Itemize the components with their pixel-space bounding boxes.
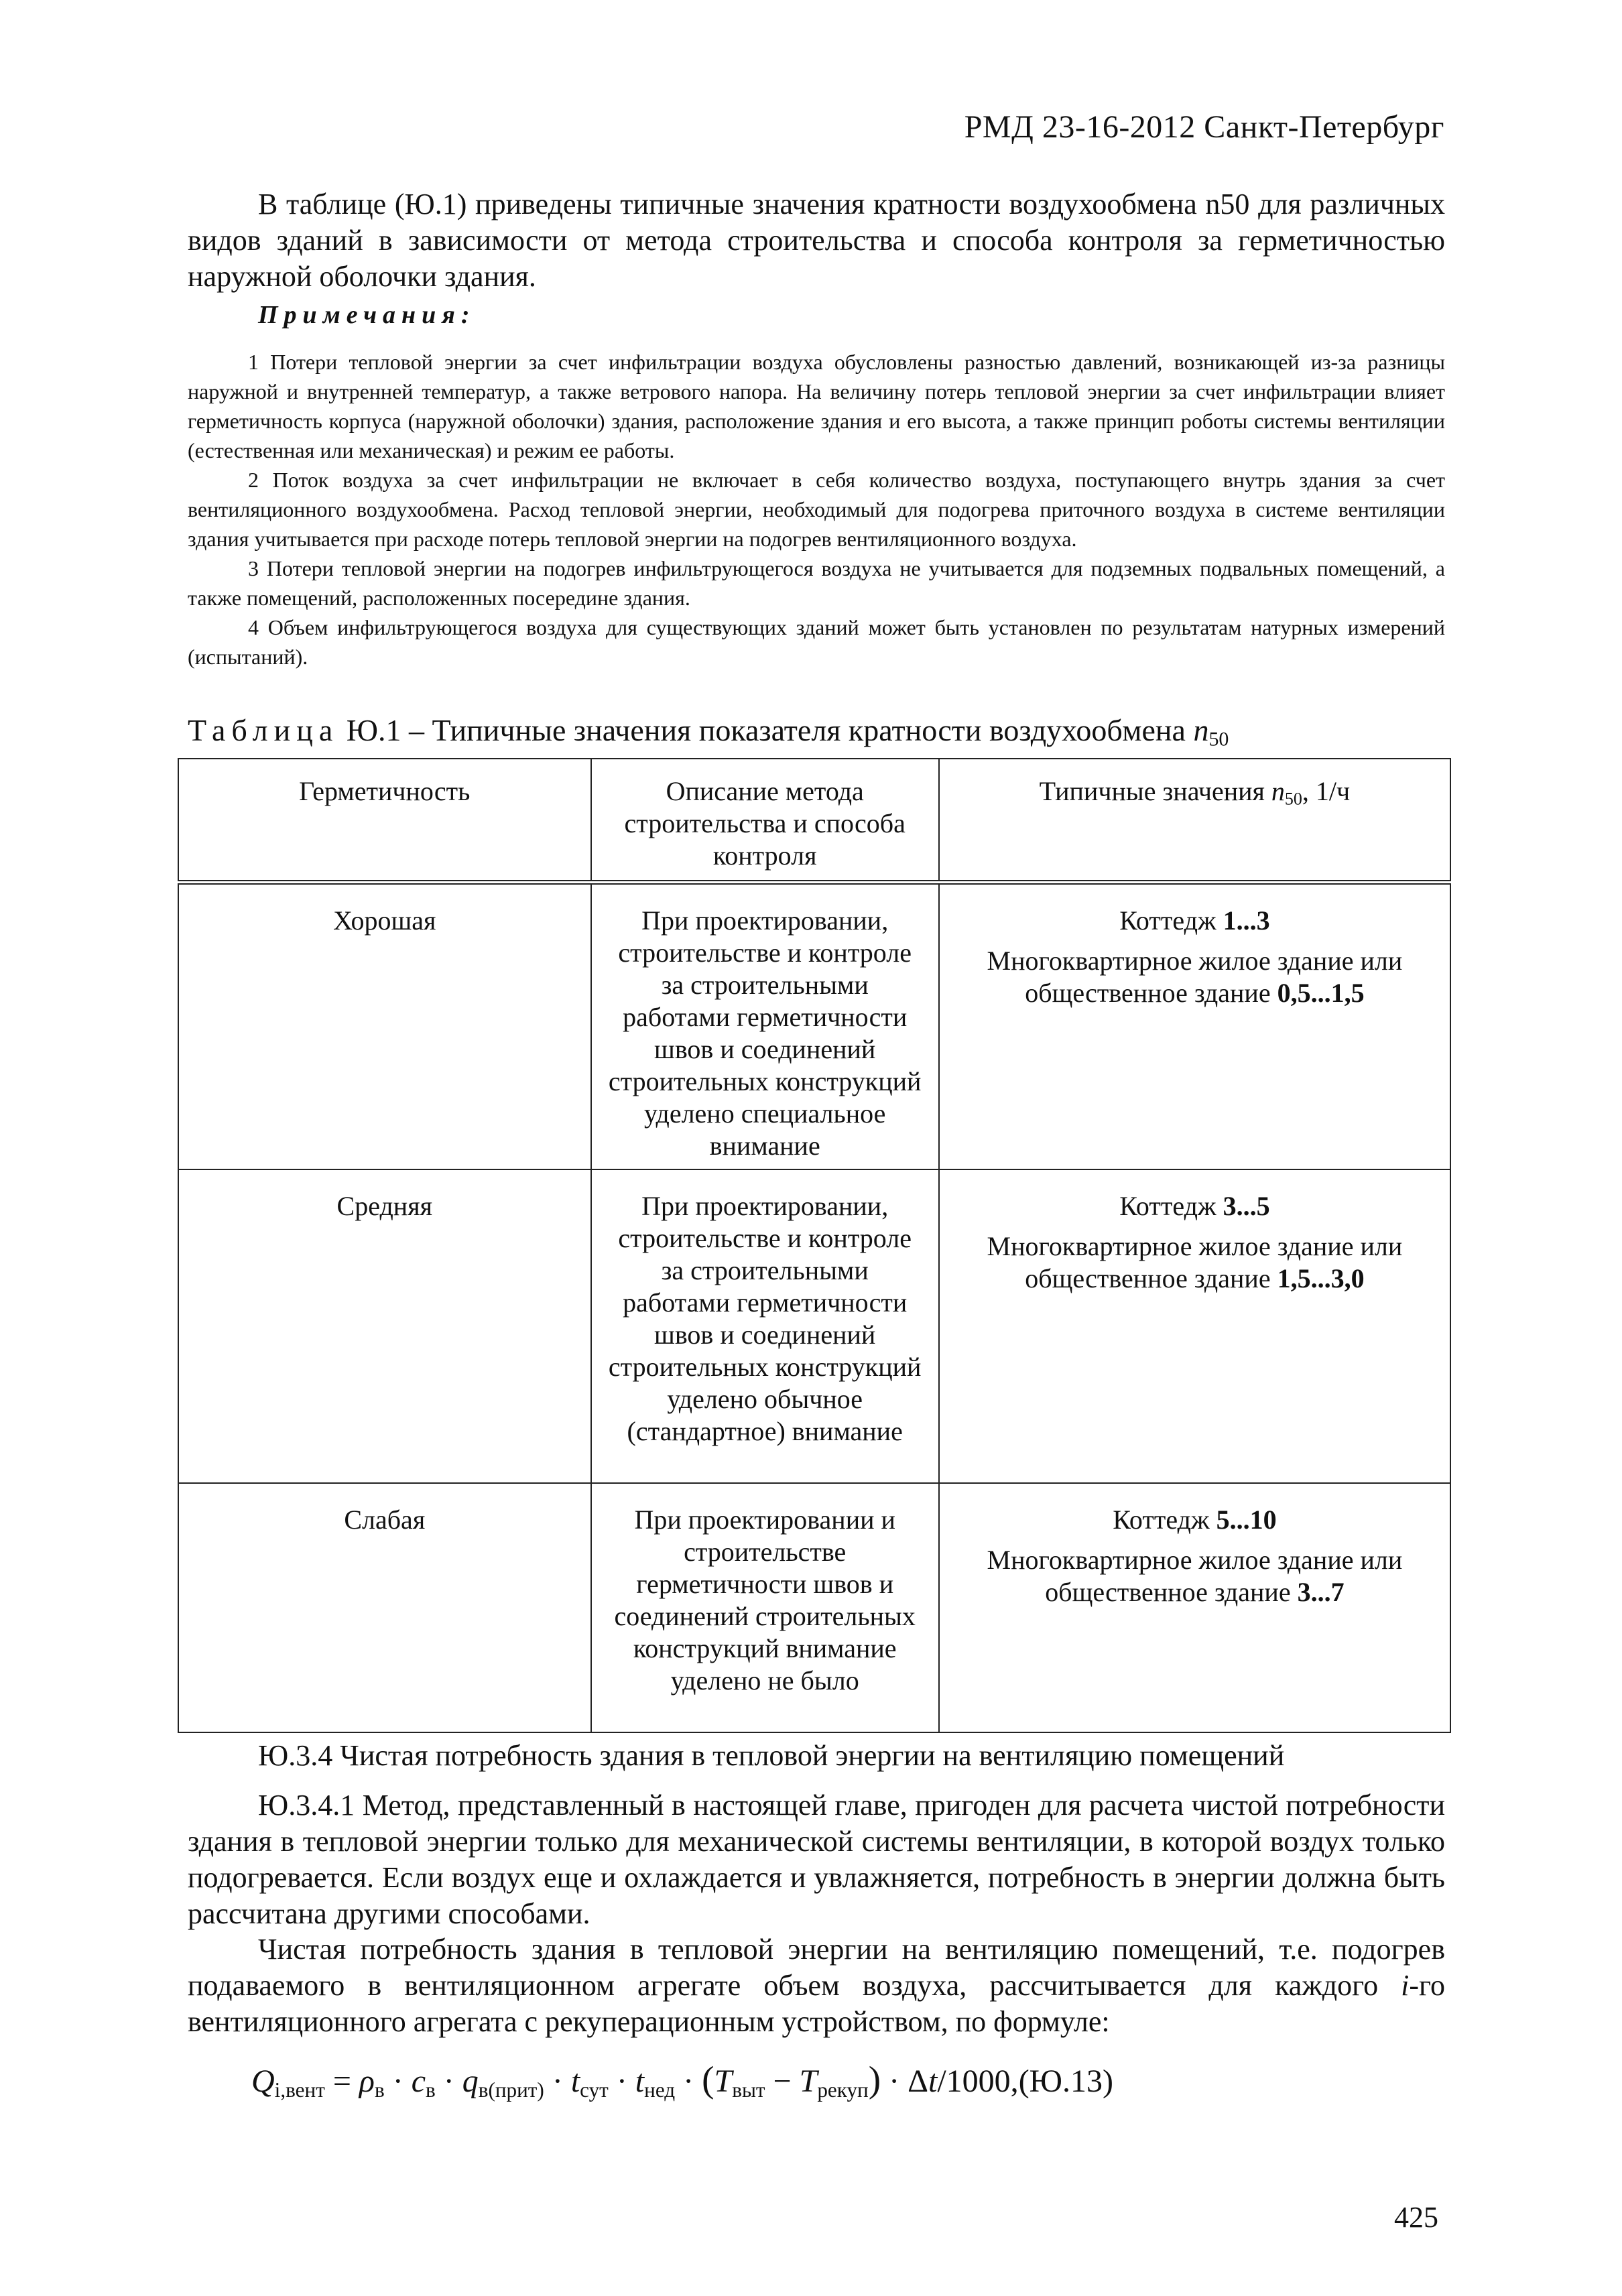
f-q-sub: в(прит): [478, 2078, 544, 2102]
header-typical-values-text: Типичные значения: [1039, 776, 1265, 806]
cottage-label: Коттедж: [1119, 1191, 1216, 1221]
table-caption-number: Ю.1: [346, 713, 401, 747]
tightness-cell: Слабая: [178, 1483, 591, 1732]
tightness-cell: Средняя: [178, 1169, 591, 1483]
n-subscript: 50: [1208, 728, 1229, 751]
header-typical-values: [939, 759, 1450, 883]
f-dot-4: ·: [616, 2063, 627, 2099]
header-n-symbol: n: [1271, 776, 1285, 806]
cottage-label: Коттедж: [1113, 1505, 1210, 1535]
header-description: Описание метода строительства и способа контроля: [591, 759, 939, 883]
section-title: Ю.3.4 Чистая потребность здания в тепловой энергии на вентиляцию помещений: [258, 1739, 1285, 1772]
table-row: [178, 883, 1450, 1170]
description-cell: При проектировании, строительстве и контроле за строительными работами герметичности швов и соединений строительных конструкций уделено обычное (стандартное) внимание: [591, 1169, 939, 1483]
page-header: РМД 23-16-2012 Санкт-Петербург: [964, 109, 1444, 145]
multi-label: Многоквартирное жилое здание или общественное здание: [987, 1545, 1403, 1607]
f-dot-3: ·: [552, 2063, 563, 2099]
header-unit: , 1/ч: [1302, 776, 1351, 806]
f-c-sub: в: [426, 2078, 436, 2102]
table-row: [178, 1483, 1450, 1732]
f-delta: Δ: [908, 2063, 928, 2099]
multi-value: 3...7: [1297, 1577, 1345, 1607]
values-cell: [939, 883, 1450, 1170]
cottage-label: Коттедж: [1119, 905, 1216, 936]
multi-value: 0,5...1,5: [1277, 978, 1365, 1008]
f-minus: −: [773, 2063, 792, 2099]
f-T2-sub: рекуп: [817, 2078, 869, 2102]
f-rparen: ): [868, 2059, 881, 2100]
f-Q: Q: [251, 2063, 275, 2099]
description-cell: При проектировании, строительстве и контроле за строительными работами герметичности швов и соединений строительных конструкций уделено специальное внимание: [591, 883, 939, 1170]
formula-intro-before: Чистая потребность здания в тепловой энергии на вентиляцию помещений, т.е. подогрев подаваемого в вентиляционном агрегате объем воздуха, рассчитывается для каждого: [188, 1933, 1445, 2002]
table-caption: [188, 710, 1448, 759]
f-Q-sub: i,вент: [274, 2078, 325, 2102]
f-T2: T: [799, 2063, 818, 2099]
f-t1: t: [570, 2063, 580, 2099]
values-cell: [939, 1169, 1450, 1483]
cottage-line: [956, 1504, 1434, 1536]
tightness-cell: Хорошая: [178, 883, 591, 1170]
header-n-subscript: 50: [1284, 789, 1302, 809]
header-tightness: Герметичность: [178, 759, 591, 883]
cottage-value: 1...3: [1223, 905, 1270, 936]
intro-paragraph: В таблице (Ю.1) приведены типичные значения кратности воздухообмена n50 для различных видов зданий в зависимости от метода строительства и способа контроля за герметичностью наружной оболочки здания.: [188, 188, 1445, 293]
values-cell: [939, 1483, 1450, 1732]
f-q: q: [462, 2063, 479, 2099]
note-1: 1 Потери тепловой энергии за счет инфильтрации воздуха обусловлены разностью давлений, возникающей из-за разницы наружной и внутренней температур, а также ветрового напора. На величину потерь тепловой энергии за счет инфильтрации влияет герметичность корпуса (наружной оболочки) здания, расположение здания и его высота, а также принцип роботы системы вентиляции (естественная или механическая) и режим ее работы.: [188, 350, 1445, 462]
multi-label: Многоквартирное жилое здание или общественное здание: [987, 946, 1403, 1008]
notes-block: [188, 347, 1445, 672]
description-cell: При проектировании и строительстве герметичности швов и соединений строительных конструкций внимание уделено не было: [591, 1483, 939, 1732]
f-dt: t: [928, 2063, 938, 2099]
f-t2: t: [635, 2063, 645, 2099]
f-t1-sub: сут: [580, 2078, 609, 2102]
n-symbol: n: [1193, 713, 1209, 747]
f-T1: T: [714, 2063, 733, 2099]
table-caption-text: – Типичные значения показателя кратности воздухообмена: [409, 713, 1186, 747]
f-dot-6: ·: [889, 2063, 900, 2099]
multi-line: [956, 945, 1434, 1009]
f-lparen: (: [702, 2059, 714, 2100]
formula-intro-var: i: [1401, 1969, 1410, 2002]
f-t2-sub: нед: [644, 2078, 676, 2102]
f-dot-2: ·: [443, 2063, 454, 2099]
note-3: 3 Потери тепловой энергии на подогрев инфильтрующегося воздуха не учитывается для подземных подвальных помещений, а также помещений, расположенных посередине здания.: [188, 556, 1445, 610]
f-rho-sub: в: [374, 2078, 385, 2102]
multi-label: Многоквартирное жилое здание или общественное здание: [987, 1231, 1403, 1293]
note-2: 2 Поток воздуха за счет инфильтрации не включает в себя количество воздуха, поступающего внутрь здания за счет вентиляционного воздухообмена. Расход тепловой энергии, необходимый для подогрева приточного воздуха в системе вентиляции здания учитывается при расходе потерь тепловой энергии на подогрев вентиляционного воздуха.: [188, 468, 1445, 551]
multi-line: [956, 1544, 1434, 1608]
page-number: 425: [1394, 2201, 1438, 2234]
table-row: [178, 1169, 1450, 1483]
f-eq: =: [332, 2063, 351, 2099]
formula-intro-paragraph: [188, 1931, 1445, 2040]
f-dot-5: ·: [683, 2063, 694, 2099]
f-ref: (Ю.13): [1018, 2063, 1113, 2099]
method-paragraph: Ю.3.4.1 Метод, представленный в настоящей главе, пригоден для расчета чистой потребности здания в тепловой энергии только для механической системы вентиляции, в которой воздух только подогревается. Если воздух еще и охлаждается и увлажняется, потребность в энергии должна быть рассчитана другими способами.: [188, 1789, 1445, 1930]
f-tail: /1000,: [937, 2063, 1019, 2099]
table-header-row: [178, 759, 1450, 883]
table-caption-label: Таблица: [188, 713, 339, 747]
table-caption-symbol: [1193, 713, 1229, 751]
multi-line: [956, 1230, 1434, 1295]
cottage-value: 3...5: [1223, 1191, 1270, 1221]
f-dot-1: ·: [392, 2063, 403, 2099]
multi-value: 1,5...3,0: [1277, 1263, 1365, 1293]
f-c: c: [411, 2063, 426, 2099]
cottage-line: [956, 905, 1434, 937]
notes-heading: Примечания:: [258, 301, 476, 329]
note-4: 4 Объем инфильтрующегося воздуха для существующих зданий может быть установлен по результатам натурных измерений (испытаний).: [188, 615, 1445, 669]
air-exchange-table: [178, 758, 1451, 1733]
formula-yu13: [251, 2059, 1113, 2110]
cottage-line: [956, 1190, 1434, 1222]
f-T1-sub: выт: [732, 2078, 765, 2102]
formula-intro-after: -го вентиляционного агрегата с рекуперационным устройством, по формуле:: [188, 1969, 1446, 2038]
f-rho: ρ: [359, 2063, 375, 2099]
cottage-value: 5...10: [1216, 1505, 1277, 1535]
